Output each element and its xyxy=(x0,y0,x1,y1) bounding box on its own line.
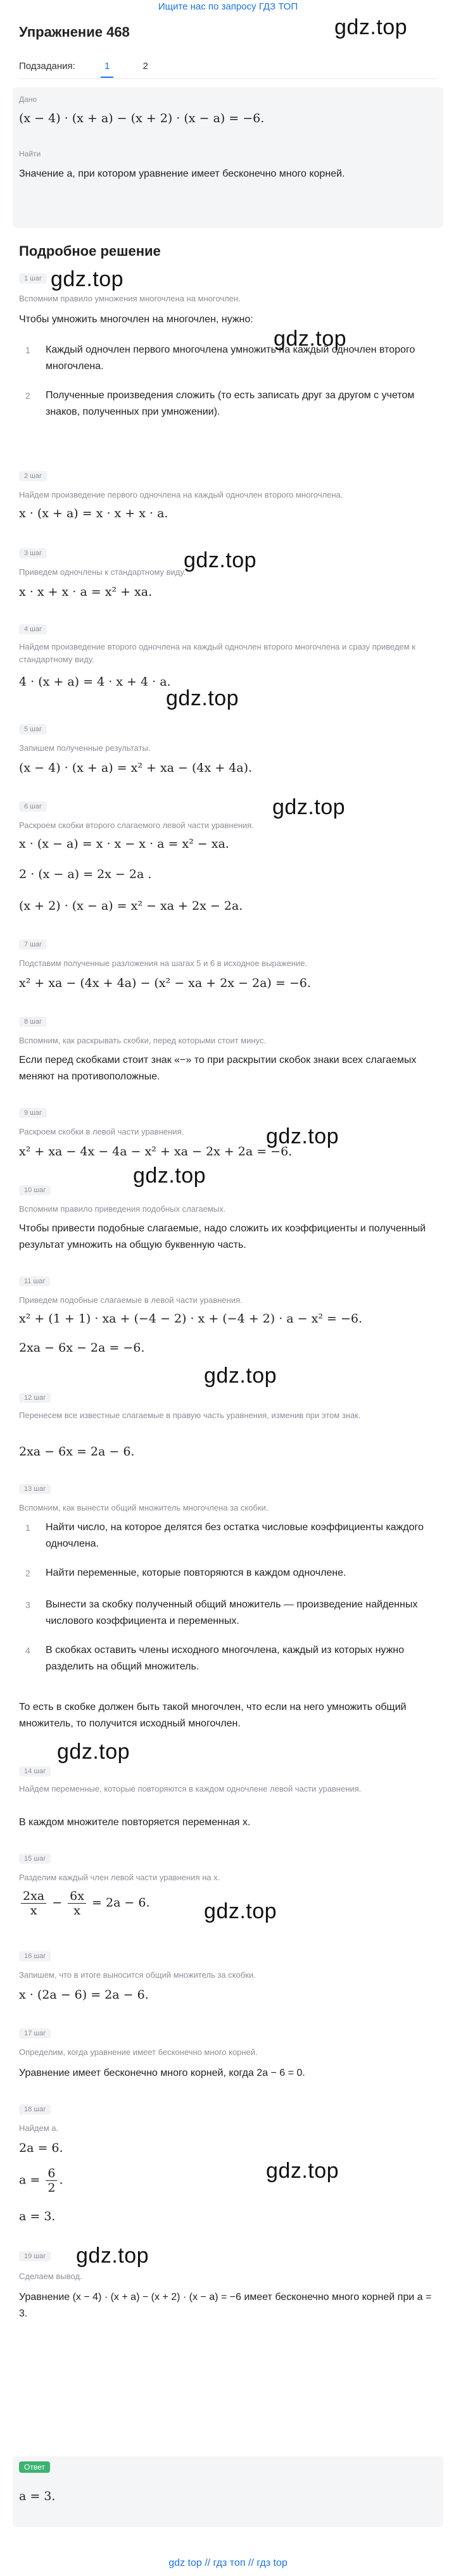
step-5-intro: Запишем полученные результаты. xyxy=(19,743,151,753)
step-19-badge: 19 шаг xyxy=(19,2251,51,2261)
step-5-math: (x − 4) · (x + a) = x² + xa − (4x + 4a). xyxy=(19,761,253,775)
step-8-intro: Вспомним, как раскрывать скобки, перед которыми стоит минус. xyxy=(19,1036,266,1045)
list-item: 2 Найти переменные, которые повторяются в каждом одночлене. xyxy=(25,1568,346,1578)
step-19-text: Уравнение (x − 4) · (x + a) − (x + 2) · (x − a) = −6 имеет бесконечно много корней при a = 3. xyxy=(19,2292,432,2319)
list-item: 1 Найти число, на которое делятся без остатка числовые коэффициенты каждого одночлена. xyxy=(25,1522,424,1549)
watermark: gdz.top xyxy=(76,2244,149,2268)
step-9-math: x² + xa − 4x − 4a − x² + xa − 2x + 2a = −6. xyxy=(19,1145,293,1159)
page-title: Упражнение 468 xyxy=(19,24,130,40)
fraction: $\frac{6x}{x}$ xyxy=(68,1889,86,1918)
given-find-block xyxy=(13,87,443,228)
step-9-intro: Раскроем скобки в левой части уравнения. xyxy=(19,1127,184,1136)
watermark: gdz.top xyxy=(274,327,347,351)
watermark: gdz.top xyxy=(266,2159,339,2183)
given-equation: (x − 4) · (x + a) − (x + 2) · (x − a) = −6. xyxy=(19,111,265,125)
watermark: gdz.top xyxy=(204,1899,277,1923)
subtasks-label: Подзадания: xyxy=(19,61,75,72)
step-10-intro: Вспомним правило приведения подобных слагаемых. xyxy=(19,1204,226,1214)
step-6-intro: Раскроем скобки второго слагаемого левой части уравнения. xyxy=(19,820,254,830)
given-label: Дано xyxy=(19,95,37,104)
step-17-text: Уравнение имеет бесконечно много корней, когда 2a − 6 = 0. xyxy=(19,2068,305,2078)
watermark: gdz.top xyxy=(133,1164,206,1188)
step-17-intro: Определим, когда уравнение имеет бесконечно много корней. xyxy=(19,2047,258,2057)
step-19-intro: Сделаем вывод. xyxy=(19,2271,82,2281)
step-13-badge: 13 шаг xyxy=(19,1484,51,1494)
step-8-text: Если перед скобками стоит знак «−» то при раскрытии скобок знаки всех слагаемых меняют на противоположные. xyxy=(19,1055,417,1082)
step-11-intro: Приведем подобные слагаемые в левой части уравнения. xyxy=(19,1295,243,1305)
fraction: $\frac{6}{2}$ xyxy=(46,2166,57,2195)
step-11-math-2: 2xa − 6x − 2a = −6. xyxy=(19,1341,145,1355)
step-4-intro: Найдем произведение второго одночлена на каждый одночлен второго многочлена и сразу приведем к стандартному виду. xyxy=(19,642,415,664)
step-12-badge: 12 шаг xyxy=(19,1393,51,1403)
step-14-badge: 14 шаг xyxy=(19,1766,51,1776)
step-11-badge: 11 шаг xyxy=(19,1276,50,1286)
fraction: $\frac{2xa}{x}$ xyxy=(21,1889,46,1918)
step-9-badge: 9 шаг xyxy=(19,1108,47,1118)
list-item: 4 В скобках оставить члены исходного многочлена, каждый из которых нужно разделить на общий множитель. xyxy=(25,1645,405,1672)
list-item: 3 Вынести за скобку полученный общий множитель — произведение найденных числового коэффициента и переменных. xyxy=(25,1599,418,1626)
step-7-intro: Подставим полученные разложения на шагах 5 и 6 в исходное выражение. xyxy=(19,958,308,968)
step-16-intro: Запишем, что в итоге выносится общий множитель за скобки. xyxy=(19,1970,256,1980)
answer-block xyxy=(13,2456,443,2527)
list-item: 1 Каждый одночлен первого многочлена умножить на каждый одночлен второго многочлена. xyxy=(25,344,415,372)
step-16-math: x · (2a − 6) = 2a − 6. xyxy=(19,1988,149,2002)
solution-title: Подробное решение xyxy=(19,243,161,259)
step-12-intro: Перенесем все известные слагаемые в правую часть уравнения, изменив при этом знак. xyxy=(19,1411,361,1420)
step-18-math-2: a = $\frac{6}{2}$ . xyxy=(19,2166,63,2195)
answer-value: a = 3. xyxy=(19,2489,56,2503)
step-13-text: То есть в скобке должен быть такой многочлен, что если на него умножить общий множитель, то получится исходный многочлен. xyxy=(19,1702,407,1729)
step-14-intro: Найдем переменные, которые повторяются в каждом одночлене левой части уравнения. xyxy=(19,1784,362,1794)
watermark: gdz.top xyxy=(57,1740,130,1764)
step-15-badge: 15 шаг xyxy=(19,1854,51,1864)
list-item: 2 Полученные произведения сложить (то есть записать друг за другом с учетом знаков, полученных при умножении). xyxy=(25,390,415,417)
step-7-math: x² + xa − (4x + 4a) − (x² − xa + 2x − 2a) = −6. xyxy=(19,976,311,990)
step-13-intro: Вспомним, как вынести общий множитель многочлена за скобки. xyxy=(19,1503,269,1512)
step-7-badge: 7 шаг xyxy=(19,939,47,950)
step-1-intro: Вспомним правило умножения многочлена на многочлен. xyxy=(19,294,241,303)
step-2-math: x · (x + a) = x · x + x · a. xyxy=(19,506,168,520)
answer-label: Ответ xyxy=(19,2461,50,2473)
step-11-math-1: x² + (1 + 1) · xa + (−4 − 2) · x + (−4 + 2) · a − x² = −6. xyxy=(19,1312,362,1326)
step-17-badge: 17 шаг xyxy=(19,2028,51,2039)
step-6-math-2: 2 · (x − a) = 2x − 2a . xyxy=(19,867,152,881)
watermark: gdz.top xyxy=(204,1364,277,1388)
subtasks-nav xyxy=(19,61,152,78)
tab-subtask-2[interactable]: 2 xyxy=(142,61,148,72)
step-8-badge: 8 шаг xyxy=(19,1017,47,1027)
find-text: Значение a, при котором уравнение имеет бесконечно много корней. xyxy=(19,168,345,179)
step-14-text: В каждом множителе повторяется переменная x. xyxy=(19,1817,251,1828)
step-1-lead: Чтобы умножить многочлен на многочлен, нужно: xyxy=(19,314,253,325)
step-1-badge: 1 шаг xyxy=(19,273,47,284)
step-4-math: 4 · (x + a) = 4 · x + 4 · a. xyxy=(19,675,171,689)
step-5-badge: 5 шаг xyxy=(19,724,47,734)
watermark: gdz.top xyxy=(166,686,239,710)
watermark: gdz.top xyxy=(266,1124,339,1148)
watermark: gdz.top xyxy=(51,267,124,291)
step-18-intro: Найдем a. xyxy=(19,2123,59,2133)
watermark: gdz.top xyxy=(272,795,346,819)
step-3-badge: 3 шаг xyxy=(19,548,47,558)
find-label: Найти xyxy=(19,149,41,158)
step-2-intro: Найдем произведение первого одночлена на каждый одночлен второго многочлена. xyxy=(19,490,343,499)
step-15-math: $\frac{2xa}{x}$ − $\frac{6x}{x}$ = 2a − 6. xyxy=(19,1889,150,1918)
top-banner-link[interactable]: Ищите нас по запросу ГДЗ ТОП xyxy=(158,1,298,12)
watermark: gdz.top xyxy=(334,15,408,39)
bottom-links[interactable]: gdz top // гдз топ // гдз top xyxy=(168,2558,288,2568)
step-15-intro: Разделим каждый член левой части уравнения на x. xyxy=(19,1873,220,1882)
step-18-badge: 18 шаг xyxy=(19,2104,51,2114)
step-3-intro: Приведем одночлены к стандартному виду. xyxy=(19,567,186,577)
step-6-math-1: x · (x − a) = x · x − x · a = x² − xa. xyxy=(19,837,229,851)
step-6-math-3: (x + 2) · (x − a) = x² − xa + 2x − 2a. xyxy=(19,899,243,913)
step-2-badge: 2 шаг xyxy=(19,471,47,481)
step-16-badge: 16 шаг xyxy=(19,1951,51,1961)
step-4-badge: 4 шаг xyxy=(19,624,47,634)
watermark: gdz.top xyxy=(184,548,257,572)
step-10-text: Чтобы привести подобные слагаемые, надо сложить их коэффициенты и полученный результат умножить на общую буквенную часть. xyxy=(19,1223,426,1250)
tab-subtask-1[interactable]: 1 xyxy=(101,61,113,78)
step-18-math-1: 2a = 6. xyxy=(19,2141,63,2155)
step-12-math: 2xa − 6x = 2a − 6. xyxy=(19,1445,135,1459)
step-10-badge: 10 шаг xyxy=(19,1185,51,1195)
step-6-badge: 6 шаг xyxy=(19,801,47,812)
step-3-math: x · x + x · a = x² + xa. xyxy=(19,585,153,599)
step-18-math-3: a = 3. xyxy=(19,2209,56,2223)
